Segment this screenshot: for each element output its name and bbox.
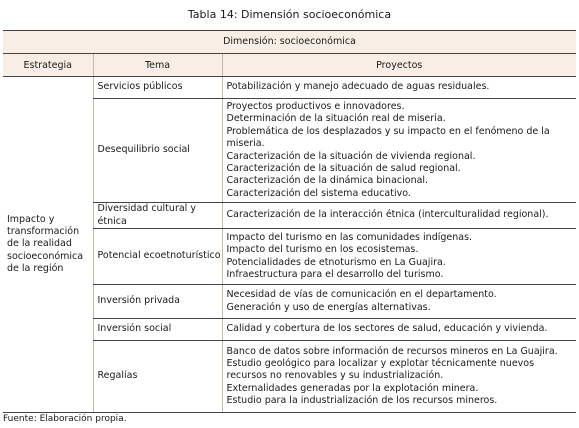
strategy-cell: Impacto y transformación de la realidad socioeconómica de la región: [3, 77, 93, 413]
project-item: Proyectos productivos e innovadores.: [226, 101, 405, 112]
dimension-subheading: Dimensión: socioeconómica: [3, 31, 576, 54]
project-item: Caracterización de la interacción étnica (interculturalidad regional).: [226, 209, 549, 221]
project-item: Infraestructura para el desarrollo del turismo.: [226, 268, 444, 280]
socioeconomic-table: [3, 54, 576, 413]
tema-cell: Regalías: [93, 341, 222, 413]
tema-cell: Inversión privada: [93, 285, 222, 319]
project-item: Estudio geológico para localizar y explotar técnicamente nuevos recursos no renovables y su industrialización.: [226, 357, 535, 382]
projects-cell: [222, 77, 576, 99]
source-note: Fuente: Elaboración propia.: [3, 414, 127, 424]
tema-cell: Inversión social: [93, 319, 222, 341]
project-item: Caracterización de la dinámica binacional.: [226, 175, 429, 187]
tema-cell: Diversidad cultural y étnica: [93, 203, 222, 229]
project-item: Potabilización y manejo adecuado de aguas residuales.: [226, 81, 490, 93]
project-item: Banco de datos sobre información de recursos mineros en La Guajira.: [226, 345, 558, 357]
project-item: Estudio para la industrialización de los recursos mineros.: [226, 395, 498, 407]
project-item: Impacto del turismo en las comunidades indígenas.: [226, 231, 473, 243]
tema-cell: Desequilibrio social: [93, 99, 222, 203]
project-item: Caracterización de la situación de vivienda regional.: [226, 150, 476, 162]
project-item: Problemática de los desplazados y su impacto en el fenómeno de la miseria.: [226, 125, 550, 150]
project-item: Potencialidades de etnoturismo en La Guajira.: [226, 256, 446, 268]
table-container: [3, 0, 576, 413]
tema-cell: Servicios públicos: [93, 77, 222, 99]
projects-cell: [222, 319, 576, 341]
projects-cell: [222, 341, 576, 413]
projects-cell: [222, 285, 576, 319]
projects-cell: [222, 99, 576, 203]
table-title: Tabla 14: Dimensión socioeconómica: [3, 0, 576, 31]
project-item: Caracterización del sistema educativo.: [226, 187, 411, 199]
project-item: Calidad y cobertura de los sectores de salud, educación y vivienda.: [226, 323, 548, 335]
projects-cell: [222, 229, 576, 285]
projects-cell: [222, 203, 576, 229]
project-item: Necesidad de vías de comunicación en el departamento.: [226, 289, 497, 301]
project-item: Determinación de la situación real de miseria.: [226, 113, 446, 125]
column-header-tema: Tema: [93, 54, 222, 77]
header-row: [3, 54, 576, 77]
project-item: Generación y uso de energías alternativas.: [226, 301, 431, 313]
project-item: Externalidades generadas por la explotación minera.: [226, 382, 479, 394]
tema-cell: Potencial ecoetnoturístico: [93, 229, 222, 285]
column-header-proyectos: Proyectos: [222, 54, 576, 77]
column-header-estrategia: Estrategia: [3, 54, 93, 77]
table-row: [3, 77, 576, 99]
project-item: Impacto del turismo en los ecosistemas.: [226, 244, 419, 256]
project-item: Caracterización de la situación de salud regional.: [226, 163, 461, 175]
